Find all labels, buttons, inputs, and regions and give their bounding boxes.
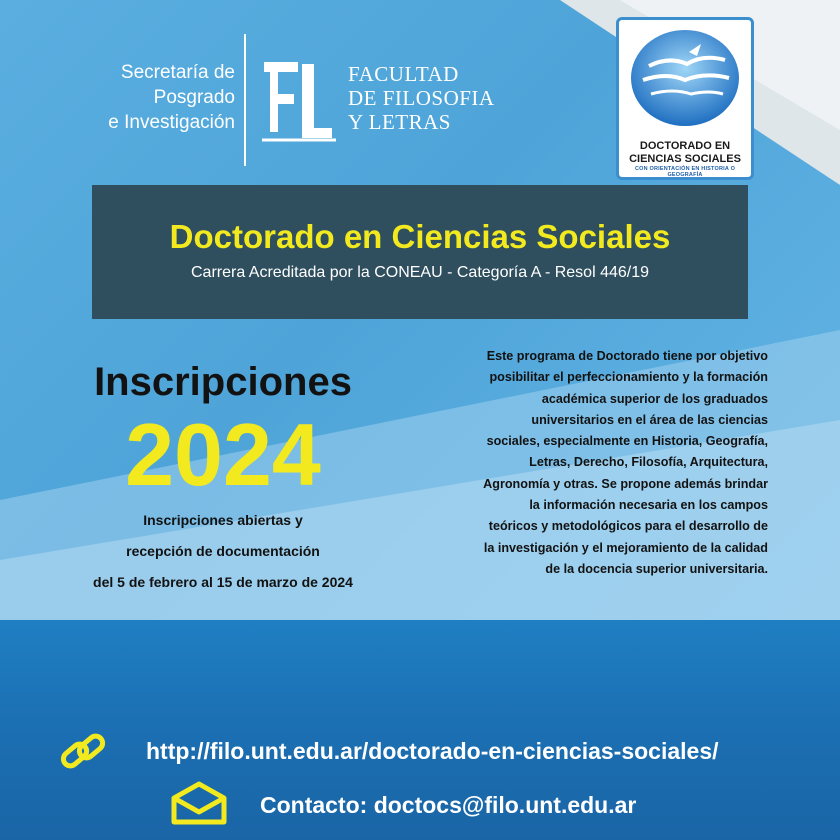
faculty-line: FACULTAD	[348, 62, 459, 86]
description-line: académica superior de los graduados	[541, 391, 768, 406]
faculty-logo-icon	[258, 56, 338, 146]
faculty-line: Y LETRAS	[348, 110, 451, 134]
description-line: Este programa de Doctorado tiene por objetivo	[486, 349, 768, 363]
globe-birds-icon	[629, 28, 741, 128]
secretaria-line: e Investigación	[108, 112, 235, 133]
title-banner	[92, 185, 748, 319]
secretaria-label	[85, 60, 235, 135]
description-line: Agronomía y otras. Se propone además brindar	[483, 476, 768, 491]
program-title: Doctorado en Ciencias Sociales	[169, 218, 671, 255]
secretaria-line: Posgrado	[153, 87, 235, 108]
badge-line: DOCTORADO EN	[639, 140, 731, 152]
description-line: la investigación y el mejoramiento de la calidad	[483, 540, 768, 555]
registration-year: 2024	[125, 405, 321, 504]
faculty-line: DE FILOSOFIA	[348, 86, 495, 110]
description-line: teóricos y metodológicos para el desarrollo de	[488, 519, 768, 534]
doctorado-badge	[616, 17, 754, 180]
description-line: sociales, especialmente en Historia, Geografía,	[486, 434, 768, 449]
program-url-link[interactable]: http://filo.unt.edu.ar/doctorado-en-ciencias-sociales/	[146, 738, 719, 764]
badge-subtitle: CON ORIENTACIÓN EN HISTORIA O GEOGRAFÍA	[634, 166, 736, 178]
badge-line: CIENCIAS SOCIALES	[629, 153, 741, 165]
registration-line: Inscripciones abiertas y	[143, 512, 303, 528]
description-line: universitarios en el área de las ciencias	[531, 412, 768, 427]
contact-email-link[interactable]: Contacto: doctocs@filo.unt.edu.ar	[260, 792, 637, 818]
mail-icon	[168, 780, 230, 826]
badge-title	[619, 140, 751, 166]
faculty-name	[348, 62, 495, 134]
secretaria-line: Secretaría de	[120, 62, 235, 83]
program-description	[440, 346, 768, 580]
description-line: la información necesaria en los campos	[529, 498, 768, 513]
description-line: de la docencia superior universitaria.	[545, 561, 768, 576]
registration-heading: Inscripciones	[94, 360, 352, 404]
registration-line: recepción de documentación	[126, 543, 320, 559]
link-icon	[58, 730, 108, 775]
registration-dates: del 5 de febrero al 15 de marzo de 2024	[93, 574, 353, 590]
header-divider	[244, 34, 246, 166]
accreditation-text: Carrera Acreditada por la CONEAU - Categoría A - Resol 446/19	[191, 264, 649, 281]
description-line: Letras, Derecho, Filosofía, Arquitectura,	[529, 455, 768, 470]
description-line: posibilitar el perfeccionamiento y la formación	[489, 370, 768, 385]
